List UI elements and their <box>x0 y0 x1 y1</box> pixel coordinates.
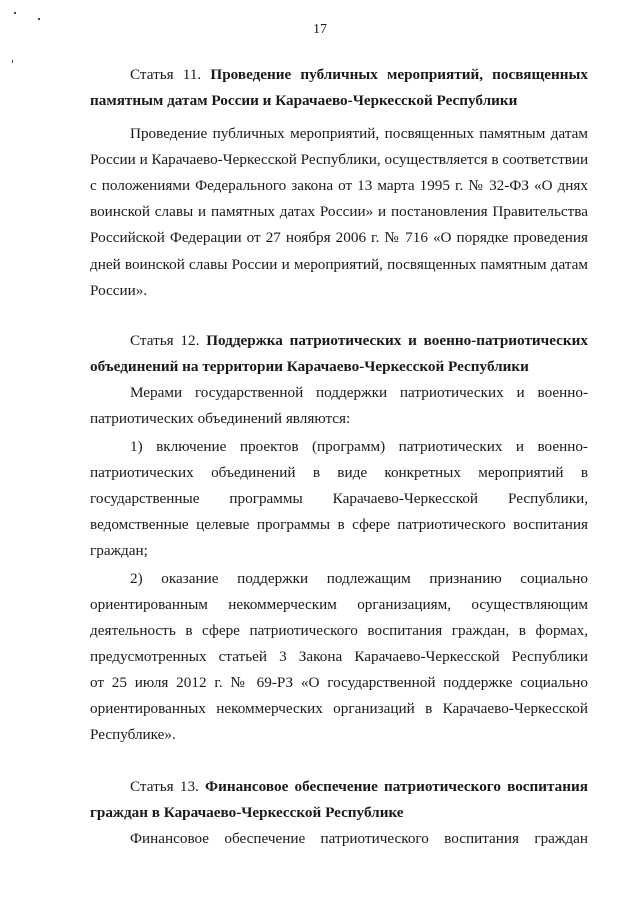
text-line <box>90 538 588 564</box>
text-line <box>90 486 588 512</box>
text-line <box>90 592 588 618</box>
body-text: государственные программы Карачаево-Черкесской Республики, <box>90 490 588 507</box>
text-line <box>130 62 588 88</box>
body-text: предусмотренных статьей 3 Закона Карачаево-Черкесской Республики <box>90 648 588 665</box>
text-line <box>90 722 588 748</box>
text-line <box>90 670 588 696</box>
body-text: от 25 июля 2012 г. № 69-РЗ «О государственной поддержке социально <box>90 674 588 691</box>
body-text: патриотических объединений в виде конкретных мероприятий в <box>90 464 588 481</box>
heading-text: Проведение публичных мероприятий, посвященных <box>210 66 588 83</box>
body-text: деятельность в сфере патриотического воспитания граждан, в формах, <box>90 622 588 639</box>
text-line <box>90 278 588 304</box>
scan-mark <box>38 18 40 20</box>
text-line <box>90 512 588 538</box>
body-text: 1) включение проектов (программ) патриотических и военно- <box>130 438 588 455</box>
text-line <box>90 696 588 722</box>
heading-text: памятным датам России и Карачаево-Черкесской Республики <box>90 92 518 109</box>
text-line <box>130 121 588 147</box>
text-line <box>130 328 588 354</box>
body-text: воинской славы и памятных датах России» и постановления Правительства <box>90 203 588 220</box>
body-text: России». <box>90 282 148 299</box>
heading-text: Поддержка патриотических и военно-патриотических <box>206 332 588 349</box>
heading-text: объединений на территории Карачаево-Черкесской Республики <box>90 358 529 375</box>
body-text: Финансовое обеспечение патриотического воспитания граждан <box>130 830 588 847</box>
text-line <box>90 88 588 114</box>
text-line <box>90 354 588 380</box>
scan-mark <box>12 60 13 63</box>
body-text: 2) оказание поддержки подлежащим признанию социально <box>130 570 588 587</box>
scan-mark <box>14 12 16 14</box>
body-text: Республике». <box>90 726 176 743</box>
text-line <box>130 774 588 800</box>
body-text: ведомственные целевые программы в сфере патриотического воспитания <box>90 516 588 533</box>
body-text: Российской Федерации от 27 ноября 2006 г. № 716 «О порядке проведения <box>90 229 588 246</box>
body-text: России и Карачаево-Черкесской Республики, осуществляется в соответствии <box>90 151 588 168</box>
body-text: Проведение публичных мероприятий, посвященных памятным датам <box>130 125 588 142</box>
text-line <box>90 460 588 486</box>
text-line <box>130 826 588 852</box>
text-line <box>130 566 588 592</box>
body-text: Статья 12. <box>130 332 207 349</box>
text-line <box>90 618 588 644</box>
body-text: ориентированным некоммерческим организациям, осуществляющим <box>90 596 588 613</box>
heading-text: граждан в Карачаево-Черкесской Республике <box>90 804 404 821</box>
body-text: с положениями Федерального закона от 13 марта 1995 г. № 32-ФЗ «О днях <box>90 177 588 194</box>
body-text: патриотических объединений являются: <box>90 410 351 427</box>
body-text: Статья 13. <box>130 778 206 795</box>
heading-text: Финансовое обеспечение патриотического воспитания <box>205 778 588 795</box>
body-text: Мерами государственной поддержки патриотических и военно- <box>130 384 588 401</box>
text-line <box>90 406 588 432</box>
body-text: дней воинской славы России и мероприятий, посвященных памятным датам <box>90 256 588 273</box>
text-line <box>90 252 588 278</box>
text-line <box>90 173 588 199</box>
page-number: 17 <box>313 22 327 37</box>
text-line <box>130 380 588 406</box>
body-text: ориентированных некоммерческих организаций в Карачаево-Черкесской <box>90 700 588 717</box>
text-line <box>90 225 588 251</box>
text-line <box>90 147 588 173</box>
text-line <box>90 644 588 670</box>
body-text: Статья 11. <box>130 66 211 83</box>
text-line <box>130 434 588 460</box>
body-text: граждан; <box>90 542 148 559</box>
text-line <box>90 800 588 826</box>
text-line <box>90 199 588 225</box>
